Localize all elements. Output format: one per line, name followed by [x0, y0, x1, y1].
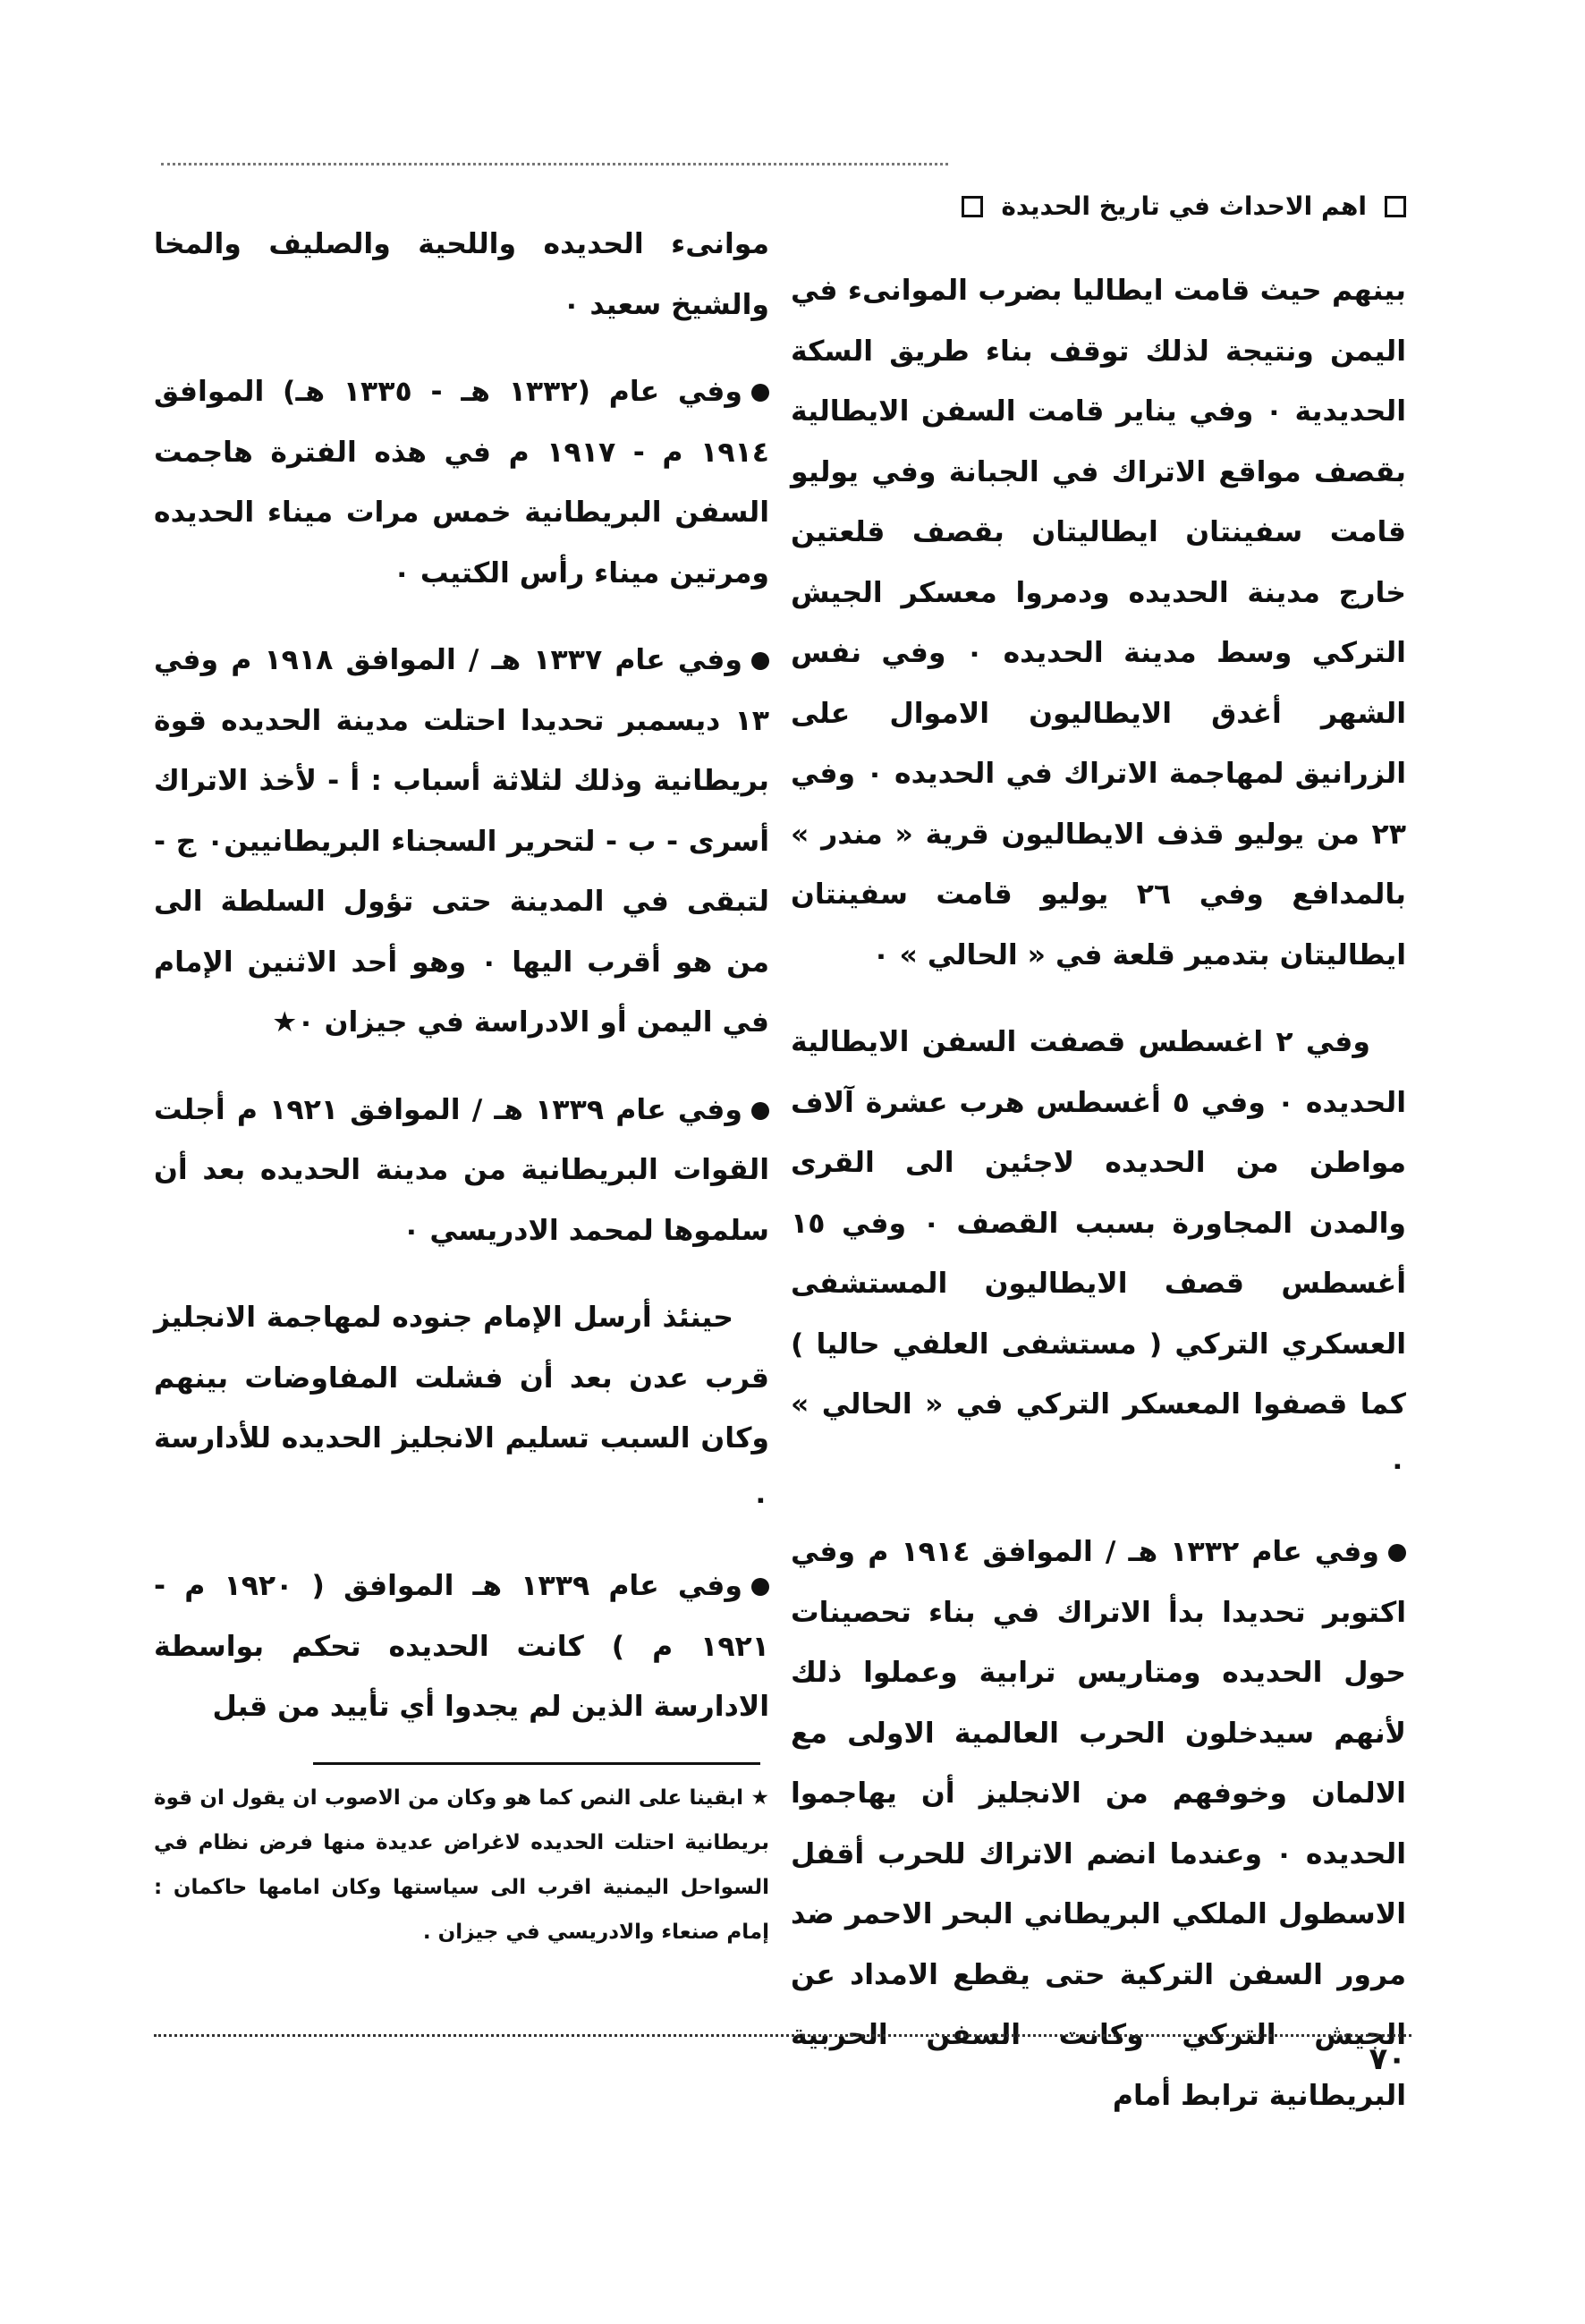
right-paragraph-2: وفي ٢ اغسطس قصفت السفن الايطالية الحديده ٠ وفي ٥ أغسطس هرب عشرة آلاف مواطن من الحديده لاجئين الى القرى والمدن المجاورة بسبب القصف ٠ وفي ١٥ أغسطس قصف الايطاليون المستشفى العسكري التركي ( مستشفى العلفي حاليا ) كما قصفوا المعسكر التركي في « الحالي » ٠ [791, 1026, 1406, 1481]
footnote: ★ ابقينا على النص كما هو وكان من الاصوب ان يقول ان قوة بريطانية احتلت الحديده لاغراض عديدة منها فرض نظام في السواحل اليمنية اقرب الى سياستها وكان امامها حاكمان : إمام صنعاء والادريسي في جيزان . [154, 1786, 769, 1944]
left-paragraph-6: وفي عام ١٣٣٩ هـ الموافق ( ١٩٢٠ م - ١٩٢١ م ) كانت الحديده تحكم بواسطة الادارسة الذين لم يجدوا أي تأييد من قبل [154, 1570, 769, 1723]
bottom-dotted-rule [154, 2034, 1411, 2037]
running-title: اهم الاحداث في تاريخ الحديدة [1001, 191, 1367, 221]
left-paragraph-5: حينئذ أرسل الإمام جنوده لمهاجمة الانجليز قرب عدن بعد أن فشلت المفاوضات بينهم وكان السبب تسليم الانجليز الحديده للأدارسة ٠ [154, 1302, 769, 1515]
running-header [962, 191, 1406, 221]
right-column [791, 261, 1406, 2126]
left-paragraph-4: وفي عام ١٣٣٩ هـ / الموافق ١٩٢١ م أجلت القوات البريطانية من مدينة الحديده بعد أن سلموها لمحمد الادريسي ٠ [154, 1093, 769, 1247]
footnote-rule [313, 1762, 760, 1765]
header-square-icon-left [962, 196, 983, 217]
left-paragraph-3: وفي عام ١٣٣٧ هـ / الموافق ١٩١٨ م وفي ١٣ ديسمبر تحديدا احتلت مدينة الحديده قوة بريطانية وذلك لثلاثة أسباب : أ - لأخذ الاتراك أسرى - ب - لتحرير السجناء البريطانيين٠ ج - لتبقى في المدينة حتى تؤول السلطة الى من هو أقرب اليها ٠ وهو أحد الاثنين الإمام في اليمن أو الادراسة في جيزان ٠★ [154, 644, 769, 1039]
left-column [154, 215, 769, 1738]
left-paragraph-1: موانىء الحديده واللحية والصليف والمخا والشيخ سعيد ٠ [154, 228, 769, 321]
bullet-icon [751, 1102, 769, 1120]
right-paragraph-1: بينهم حيث قامت ايطاليا بضرب الموانىء في اليمن ونتيجة لذلك توقف بناء طريق السكة الحديدية ٠ وفي يناير قامت السفن الايطالية بقصف مواقع الاتراك في الجبانة وفي يوليو قامت سفينتان ايطاليتان بقصف قلعتين خارج مدينة الحديده ودمروا معسكر الجيش التركي وسط مدينة الحديده ٠ وفي نفس الشهر أغدق الايطاليون الاموال على الزرانيق لمهاجمة الاتراك في الحديده ٠ وفي ٢٣ من يوليو قذف الايطاليون قرية « مندر » بالمدافع وفي ٢٦ يوليو قامت سفينتان ايطاليتان بتدمير قلعة في « الحالي » ٠ [791, 275, 1407, 971]
left-paragraph-2: وفي عام (١٣٣٢ هـ - ١٣٣٥ هـ) الموافق ١٩١٤ م - ١٩١٧ م في هذه الفترة هاجمت السفن البريطانية خمس مرات ميناء الحديده ومرتين ميناء رأس الكتيب ٠ [154, 376, 770, 589]
header-square-icon-right [1385, 196, 1406, 217]
top-dotted-rule [161, 163, 948, 165]
right-paragraph-3: وفي عام ١٣٣٢ هـ / الموافق ١٩١٤ م وفي اكتوبر تحديدا بدأ الاتراك في بناء تحصينات حول الحديده ومتاريس ترابية وعملوا ذلك لأنهم سيدخلون الحرب العالمية الاولى مع الالمان وخوفهم من الانجليز أن يهاجموا الحديده ٠ وعندما انضم الاتراك للحرب أقفل الاسطول الملكي البريطاني البحر الاحمر ضد مرور السفن التركية حتى يقطع الامداد عن الجيش التركي وكانت السفن الحربية البريطانية ترابط أمام [791, 1536, 1406, 2112]
bullet-icon [751, 1578, 769, 1596]
bullet-icon [751, 384, 769, 402]
page-number: ٧٠ [1369, 2041, 1406, 2077]
bullet-icon [751, 652, 769, 670]
bullet-icon [1388, 1544, 1406, 1562]
